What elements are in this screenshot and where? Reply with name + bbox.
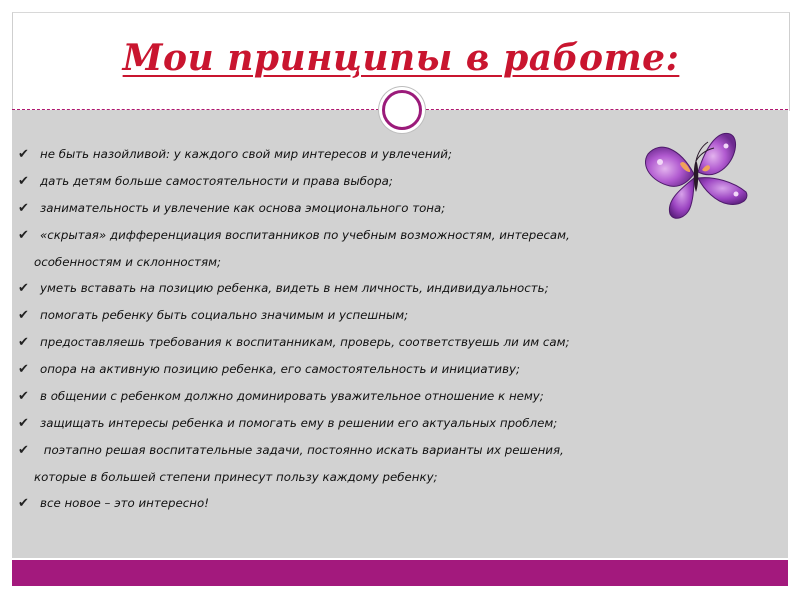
list-item-text: которые в большей степени принесут пользу каждому ребенку; bbox=[34, 470, 438, 484]
checkmark-icon: ✔ bbox=[18, 362, 29, 377]
list-item bbox=[18, 437, 778, 464]
footer-bar bbox=[12, 560, 788, 586]
checkmark-icon: ✔ bbox=[18, 496, 29, 511]
list-item-text: в общении с ребенком должно доминировать уважительное отношение к нему; bbox=[40, 389, 544, 403]
list-item bbox=[18, 302, 778, 329]
checkmark-icon: ✔ bbox=[18, 201, 29, 216]
list-item-text: занимательность и увлечение как основа эмоционального тона; bbox=[40, 201, 446, 215]
list-item-text: дать детям больше самостоятельности и права выбора; bbox=[40, 174, 393, 188]
checkmark-icon: ✔ bbox=[18, 281, 29, 296]
checkmark-icon: ✔ bbox=[18, 389, 29, 404]
list-item-text: «скрытая» дифференциация воспитанников по учебным возможностям, интересам, bbox=[40, 228, 570, 242]
list-item bbox=[18, 356, 778, 383]
list-item bbox=[18, 275, 778, 302]
checkmark-icon: ✔ bbox=[18, 335, 29, 350]
list-item-continuation bbox=[18, 464, 778, 490]
list-item bbox=[18, 490, 778, 517]
list-item-text: предоставляешь требования к воспитанникам, проверь, соответствуешь ли им сам; bbox=[40, 335, 570, 349]
list-item-text: не быть назойливой: у каждого свой мир интересов и увлечений; bbox=[40, 147, 452, 161]
list-item-text: особенностям и склонностям; bbox=[34, 255, 221, 269]
slide-title: Мои принципы в работе: bbox=[122, 37, 680, 79]
list-item-text: уметь вставать на позицию ребенка, видеть в нем личность, индивидуальность; bbox=[40, 281, 549, 295]
list-item bbox=[18, 410, 778, 437]
checkmark-icon: ✔ bbox=[18, 443, 29, 458]
checkmark-icon: ✔ bbox=[18, 174, 29, 189]
list-item-text: опора на активную позицию ребенка, его самостоятельность и инициативу; bbox=[40, 362, 520, 376]
list-item-text: все новое – это интересно! bbox=[40, 496, 209, 510]
list-item-continuation bbox=[18, 249, 778, 275]
butterfly-icon bbox=[636, 126, 754, 226]
list-item bbox=[18, 383, 778, 410]
list-item-text: поэтапно решая воспитательные задачи, постоянно искать варианты их решения, bbox=[40, 443, 564, 457]
list-item bbox=[18, 222, 778, 249]
list-item-text: помогать ребенку быть социально значимым и успешным; bbox=[40, 308, 409, 322]
list-item bbox=[18, 329, 778, 356]
checkmark-icon: ✔ bbox=[18, 308, 29, 323]
checkmark-icon: ✔ bbox=[18, 228, 29, 243]
circle-ornament-icon bbox=[382, 90, 422, 130]
list-item-text: защищать интересы ребенка и помогать ему в решении его актуальных проблем; bbox=[40, 416, 558, 430]
checkmark-icon: ✔ bbox=[18, 416, 29, 431]
checkmark-icon: ✔ bbox=[18, 147, 29, 162]
